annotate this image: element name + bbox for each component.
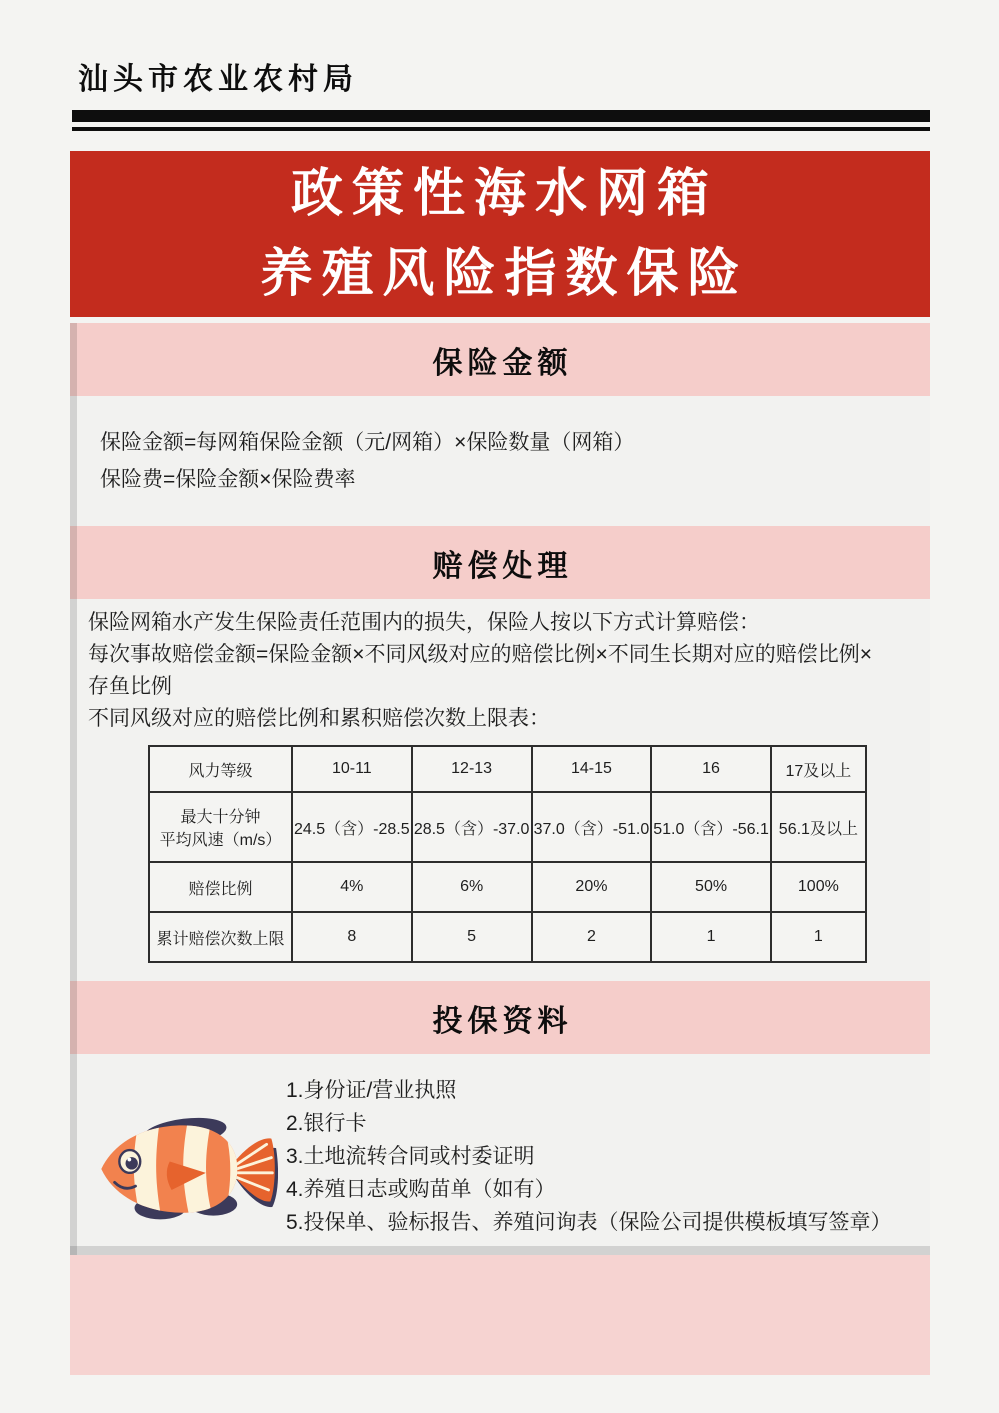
table-cell: 50%	[651, 862, 771, 912]
header-rule-thin	[72, 127, 930, 131]
table-cell: 16	[651, 746, 771, 792]
list-item: 3.土地流转合同或村委证明	[286, 1145, 535, 1168]
main-title-banner	[70, 151, 930, 317]
table-cell: 5	[412, 912, 532, 962]
table-cell: 17及以上	[771, 746, 866, 792]
table-cell: 8	[292, 912, 412, 962]
section-heading-insured-amount: 保险金额	[70, 323, 930, 396]
org-title: 汕头市农业农村局	[78, 63, 358, 96]
header-rules	[72, 110, 930, 131]
main-title-line-1: 政策性海水网箱	[290, 165, 718, 223]
table-cell: 56.1及以上	[771, 792, 866, 862]
table-cell: 100%	[771, 862, 866, 912]
header-rule-thick	[72, 110, 930, 122]
table-cell: 28.5（含）-37.0	[412, 792, 532, 862]
compensation-content	[70, 599, 930, 963]
formula-line: 保险金额=每网箱保险金额（元/网箱）×保险数量（网箱）	[100, 431, 635, 454]
wind-speed-label-line: 最大十分钟	[180, 809, 261, 826]
table-row-max-count	[149, 912, 866, 962]
paragraph-line: 保险网箱水产发生保险责任范围内的损失，保险人按以下方式计算赔偿：	[88, 611, 760, 634]
clownfish-illustration	[88, 1112, 278, 1233]
table-cell: 51.0（含）-56.1	[651, 792, 771, 862]
list-item: 5.投保单、验标报告、养殖问询表（保险公司提供模板填写签章）	[286, 1211, 892, 1234]
list-item: 1.身份证/营业执照	[286, 1079, 457, 1102]
wind-speed-label-line: 平均风速（m/s）	[159, 832, 282, 849]
table-row-ratio	[149, 862, 866, 912]
table-cell	[149, 792, 292, 862]
table-cell: 1	[771, 912, 866, 962]
section-heading-compensation: 赔偿处理	[70, 526, 930, 599]
content-card	[70, 323, 930, 1255]
insured-amount-content	[70, 396, 930, 526]
table-cell: 风力等级	[149, 746, 292, 792]
paragraph-line: 不同风级对应的赔偿比例和累积赔偿次数上限表：	[88, 707, 550, 730]
section-heading-application: 投保资料	[70, 981, 930, 1054]
table-cell: 14-15	[532, 746, 652, 792]
wind-compensation-table	[148, 745, 867, 963]
table-cell: 37.0（含）-51.0	[532, 792, 652, 862]
table-row-wind-speed	[149, 792, 866, 862]
table-cell: 6%	[412, 862, 532, 912]
table-cell: 24.5（含）-28.5	[292, 792, 412, 862]
table-cell: 1	[651, 912, 771, 962]
table-cell: 10-11	[292, 746, 412, 792]
main-title-line-2: 养殖风险指数保险	[260, 245, 749, 303]
clownfish-icon	[88, 1112, 278, 1228]
paragraph-line: 每次事故赔偿金额=保险金额×不同风级对应的赔偿比例×不同生长期对应的赔偿比例×	[88, 643, 873, 666]
table-cell: 20%	[532, 862, 652, 912]
list-item: 2.银行卡	[286, 1112, 367, 1135]
table-cell: 赔偿比例	[149, 862, 292, 912]
table-cell: 2	[532, 912, 652, 962]
paragraph-line: 存鱼比例	[88, 675, 172, 698]
footer-pink-band	[70, 1255, 930, 1375]
table-cell: 4%	[292, 862, 412, 912]
list-item: 4.养殖日志或购苗单（如有）	[286, 1178, 556, 1201]
formula-line: 保险费=保险金额×保险费率	[100, 468, 356, 491]
application-list	[286, 1068, 892, 1239]
table-cell: 12-13	[412, 746, 532, 792]
application-content	[70, 1054, 930, 1246]
table-cell: 累计赔偿次数上限	[149, 912, 292, 962]
table-row-wind-level	[149, 746, 866, 792]
